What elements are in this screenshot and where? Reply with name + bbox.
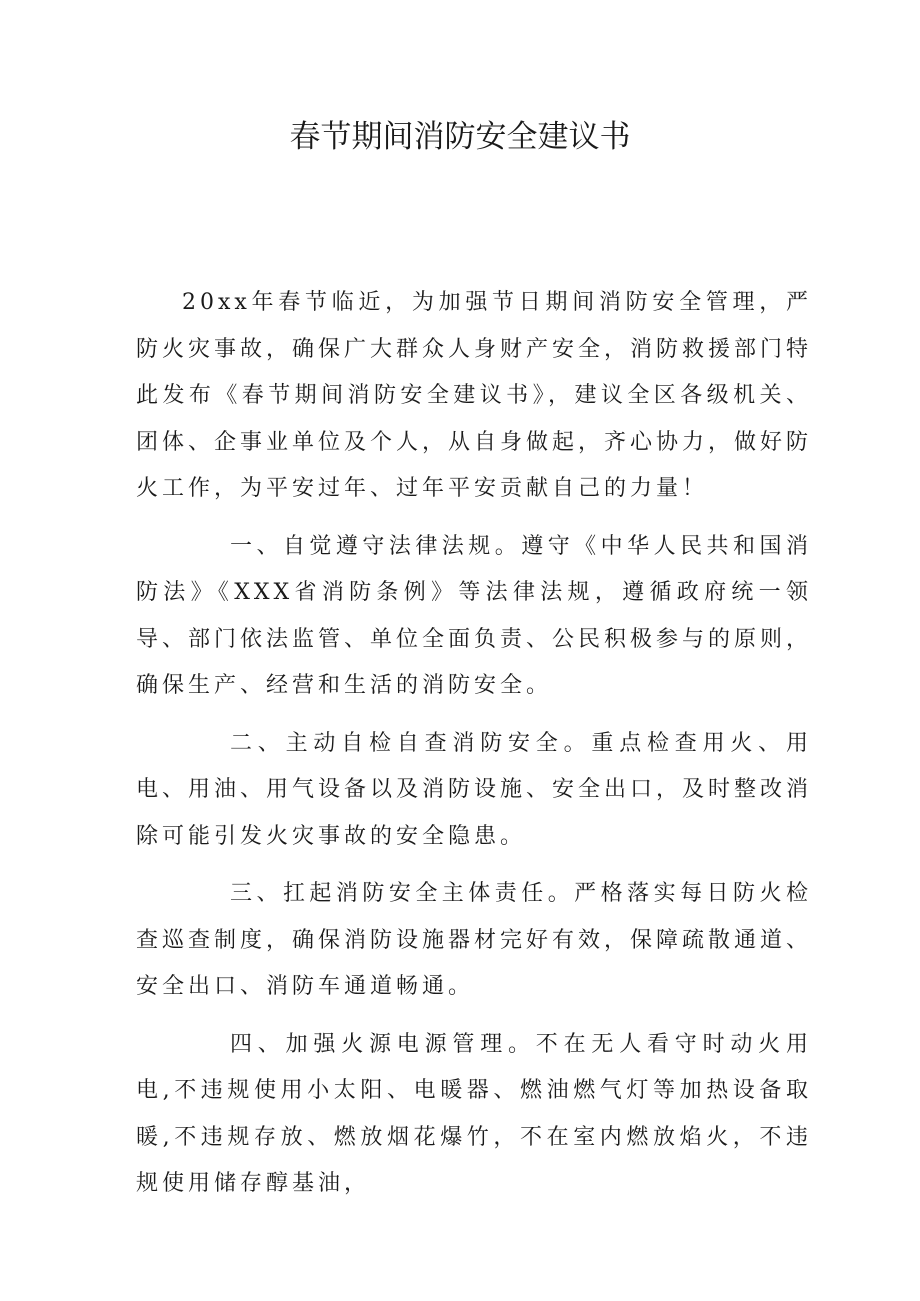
paragraph-item-4: 四、加强火源电源管理。不在无人看守时动火用电,不违规使用小太阳、电暖器、燃油燃气灯等加热设备取暖,不违规存放、燃放烟花爆竹，不在室内燃放焰火，不违规使用储存醇基油， bbox=[136, 1031, 812, 1196]
intro-paragraph: 20xx年春节临近，为加强节日期间消防安全管理，严防火灾事故，确保广大群众人身财产安全，消防救援部门特此发布《春节期间消防安全建议书》，建议全区各级机关、团体、企事业单位及个人，从自身做起，齐心协力，做好防火工作，为平安过年、过年平安贡献自己的力量！ bbox=[136, 290, 813, 501]
document-body bbox=[136, 280, 812, 1208]
paragraph-item-1: 一、自觉遵守法律法规。遵守《中华人民共和国消防法》《XXX省消防条例》等法律法规，遵循政府统一领导、部门依法监管、单位全面负责、公民积极参与的原则，确保生产、经营和生活的消防安全。 bbox=[136, 533, 813, 698]
paragraph-item-3: 三、扛起消防安全主体责任。严格落实每日防火检查巡查制度，确保消防设施器材完好有效，保障疏散通道、安全出口、消防车通道畅通。 bbox=[136, 881, 813, 999]
paragraph-item-2: 二、主动自检自查消防安全。重点检查用火、用电、用油、用气设备以及消防设施、安全出口，及时整改消除可能引发火灾事故的安全隐患。 bbox=[136, 730, 813, 849]
document-title: 春节期间消防安全建议书 bbox=[289, 119, 631, 155]
